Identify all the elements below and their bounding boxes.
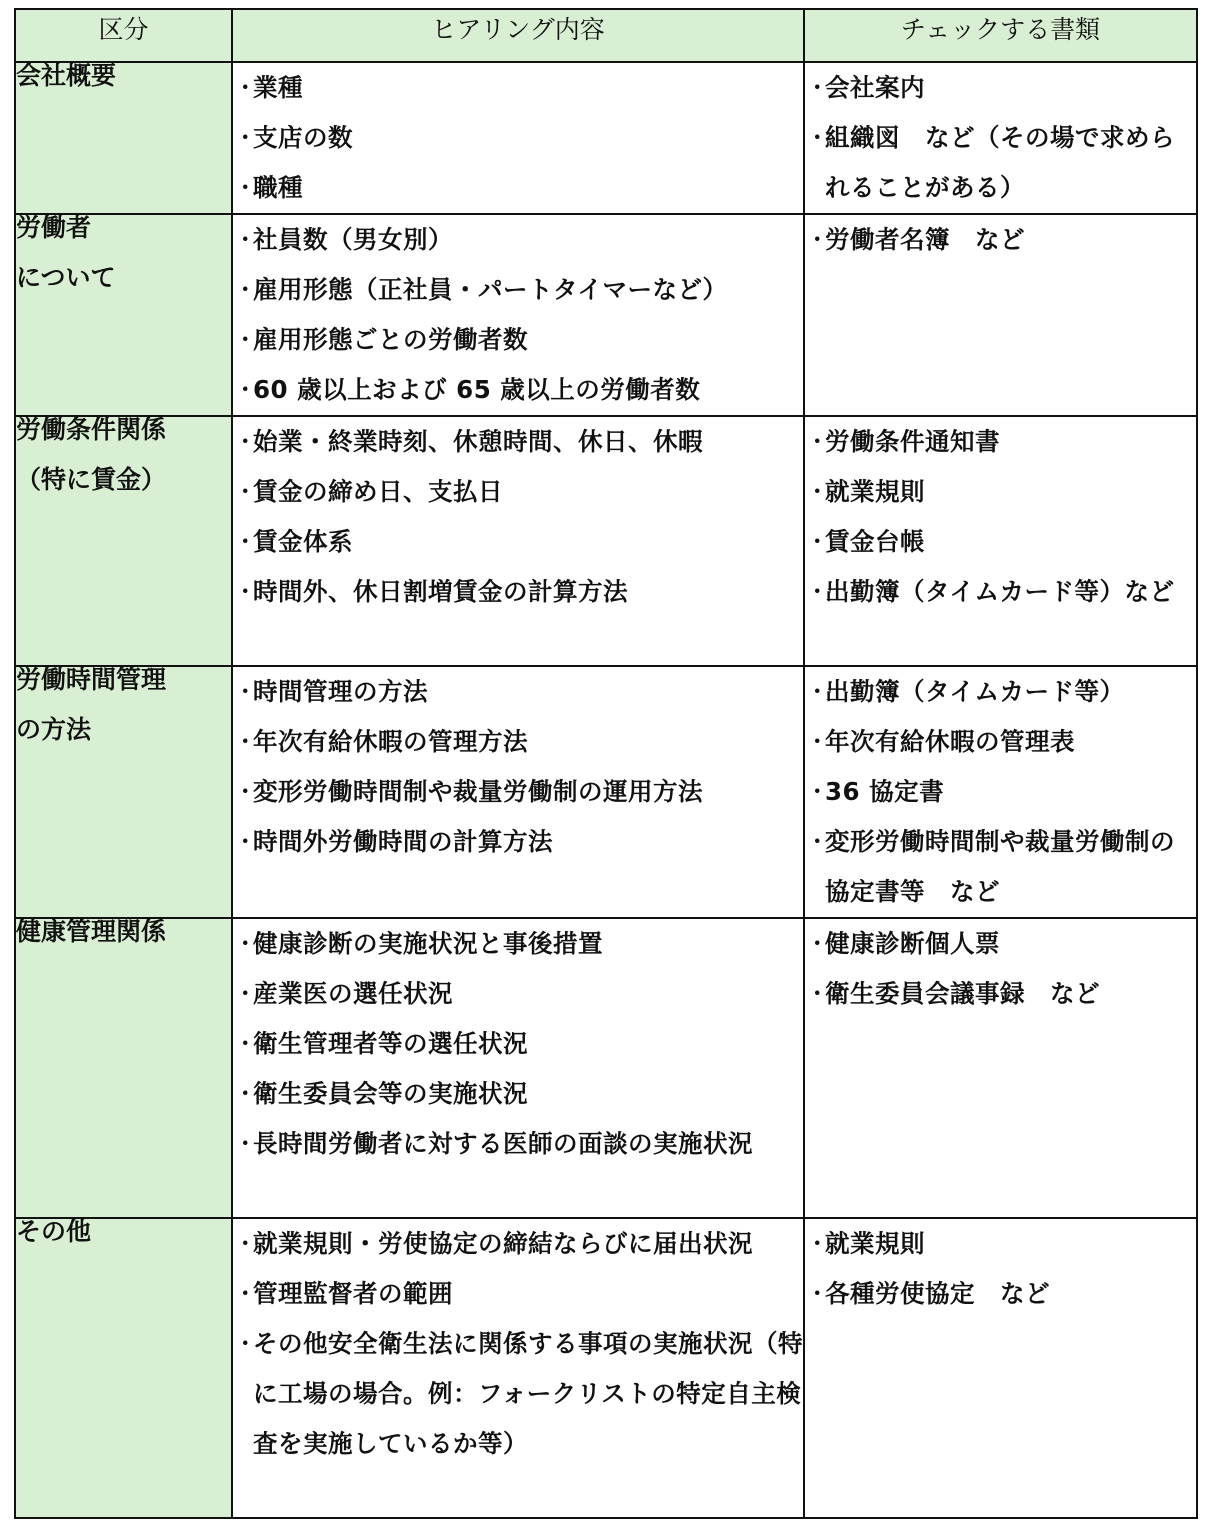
category-cell (15, 666, 232, 918)
documents-cell (804, 918, 1197, 1218)
category-cell (15, 416, 232, 666)
bullet-icon: ・ (233, 677, 258, 706)
bullet-icon: ・ (233, 827, 258, 856)
category-label: 健康管理関係 (16, 917, 167, 946)
bullet-icon: ・ (805, 427, 830, 456)
category-cell (15, 214, 232, 416)
bullet-icon: ・ (805, 827, 830, 856)
bullet-icon: ・ (233, 73, 258, 102)
bullet-icon: ・ (233, 527, 258, 556)
bullet-icon: ・ (233, 325, 258, 354)
bullet-icon: ・ (233, 1329, 258, 1358)
bullet-icon: ・ (233, 1029, 258, 1058)
bullet-icon: ・ (233, 777, 258, 806)
hearing-checklist-table (14, 8, 1198, 1519)
document-item: ・衛生委員会議事録 など (805, 969, 1196, 1019)
hearing-item: ・管理監督者の範囲 (233, 1269, 803, 1319)
hearing-item: ・衛生管理者等の選任状況 (233, 1019, 803, 1069)
bullet-icon: ・ (805, 225, 830, 254)
document-item: ・出勤簿（タイムカード等）など (805, 567, 1196, 617)
bullet-icon: ・ (805, 777, 830, 806)
bullet-icon: ・ (233, 979, 258, 1008)
bullet-icon: ・ (805, 727, 830, 756)
header-category: 区分 (15, 9, 232, 62)
document-item: ・就業規則 (805, 467, 1196, 517)
hearing-item: ・就業規則・労使協定の締結ならびに届出状況 (233, 1219, 803, 1269)
hearing-item: ・年次有給休暇の管理方法 (233, 717, 803, 767)
hearing-item: ・その他安全衛生法に関係する事項の実施状況（特に工場の場合。例：フォークリストの特定自主検査を実施しているか等） (233, 1319, 803, 1469)
bullet-icon: ・ (805, 73, 830, 102)
document-item: ・変形労働時間制や裁量労働制の協定書等 など (805, 817, 1196, 917)
document-item: ・労働条件通知書 (805, 417, 1196, 467)
header-hearing-content: ヒアリング内容 (232, 9, 804, 62)
bullet-icon: ・ (233, 1079, 258, 1108)
document-item: ・労働者名簿 など (805, 215, 1196, 265)
document-item: ・就業規則 (805, 1219, 1196, 1269)
document-item: ・健康診断個人票 (805, 919, 1196, 969)
category-label: について (16, 263, 116, 292)
table-row-working-conditions (15, 416, 1197, 666)
table-row-health-management (15, 918, 1197, 1218)
bullet-icon: ・ (805, 527, 830, 556)
hearing-item: ・産業医の選任状況 (233, 969, 803, 1019)
bullet-icon: ・ (233, 123, 258, 152)
hearing-cell (232, 1218, 804, 1518)
category-label: の方法 (16, 715, 92, 744)
table-row-other (15, 1218, 1197, 1518)
bullet-icon: ・ (233, 727, 258, 756)
hearing-item: ・業種 (233, 63, 803, 113)
bullet-icon: ・ (233, 929, 258, 958)
documents-cell (804, 1218, 1197, 1518)
bullet-icon: ・ (805, 979, 830, 1008)
category-label: 労働者 (16, 213, 92, 242)
bullet-icon: ・ (233, 225, 258, 254)
hearing-item: ・社員数（男女別） (233, 215, 803, 265)
document-item: ・会社案内 (805, 63, 1196, 113)
header-documents-to-check: チェックする書類 (804, 9, 1197, 62)
bullet-icon: ・ (233, 275, 258, 304)
document-item: ・組織図 など（その場で求められることがある） (805, 113, 1196, 213)
documents-cell (804, 416, 1197, 666)
hearing-cell (232, 918, 804, 1218)
bullet-icon: ・ (233, 173, 258, 202)
table-row-working-hours-management (15, 666, 1197, 918)
hearing-cell (232, 666, 804, 918)
hearing-item: ・支店の数 (233, 113, 803, 163)
hearing-item: ・時間管理の方法 (233, 667, 803, 717)
hearing-cell (232, 62, 804, 214)
bullet-icon: ・ (233, 577, 258, 606)
hearing-cell (232, 416, 804, 666)
bullet-icon: ・ (805, 929, 830, 958)
document-item: ・36 協定書 (805, 767, 1196, 817)
bullet-icon: ・ (233, 477, 258, 506)
category-label: 労働時間管理 (16, 665, 167, 694)
hearing-item: ・時間外、休日割増賃金の計算方法 (233, 567, 803, 617)
bullet-icon: ・ (805, 123, 830, 152)
hearing-item: ・長時間労働者に対する医師の面談の実施状況 (233, 1119, 803, 1169)
bullet-icon: ・ (233, 427, 258, 456)
table-row-workers (15, 214, 1197, 416)
hearing-item: ・60 歳以上および 65 歳以上の労働者数 (233, 365, 803, 415)
document-item: ・年次有給休暇の管理表 (805, 717, 1196, 767)
bullet-icon: ・ (805, 477, 830, 506)
document-item: ・賃金台帳 (805, 517, 1196, 567)
category-cell (15, 918, 232, 1218)
hearing-item: ・賃金の締め日、支払日 (233, 467, 803, 517)
hearing-item: ・健康診断の実施状況と事後措置 (233, 919, 803, 969)
category-cell (15, 62, 232, 214)
bullet-icon: ・ (805, 1229, 830, 1258)
category-label: 会社概要 (16, 61, 117, 90)
bullet-icon: ・ (233, 1129, 258, 1158)
hearing-item: ・変形労働時間制や裁量労働制の運用方法 (233, 767, 803, 817)
documents-cell (804, 62, 1197, 214)
hearing-cell (232, 214, 804, 416)
hearing-item: ・雇用形態ごとの労働者数 (233, 315, 803, 365)
hearing-item: ・雇用形態（正社員・パートタイマーなど） (233, 265, 803, 315)
documents-cell (804, 214, 1197, 416)
bullet-icon: ・ (233, 1229, 258, 1258)
document-item: ・各種労使協定 など (805, 1269, 1196, 1319)
bullet-icon: ・ (805, 1279, 830, 1308)
bullet-icon: ・ (233, 1279, 258, 1308)
document-item: ・出勤簿（タイムカード等） (805, 667, 1196, 717)
bullet-icon: ・ (805, 577, 830, 606)
table-row-company-overview (15, 62, 1197, 214)
documents-cell (804, 666, 1197, 918)
hearing-item: ・時間外労働時間の計算方法 (233, 817, 803, 867)
category-label: 労働条件関係 (16, 415, 167, 444)
bullet-icon: ・ (233, 375, 258, 404)
hearing-item: ・職種 (233, 163, 803, 213)
hearing-item: ・始業・終業時刻、休憩時間、休日、休暇 (233, 417, 803, 467)
hearing-item: ・衛生委員会等の実施状況 (233, 1069, 803, 1119)
category-cell (15, 1218, 232, 1518)
category-label: （特に賃金） (16, 465, 167, 494)
hearing-item: ・賃金体系 (233, 517, 803, 567)
bullet-icon: ・ (805, 677, 830, 706)
category-label: その他 (16, 1217, 92, 1246)
